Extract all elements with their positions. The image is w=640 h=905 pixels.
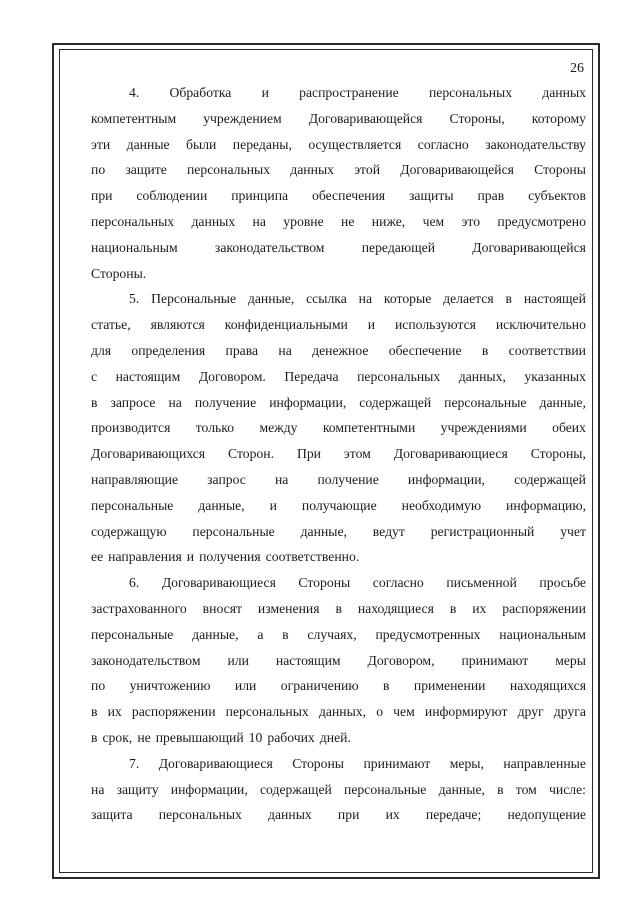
word: обеих <box>552 420 586 436</box>
word: Стороны <box>292 755 345 771</box>
word: защиту <box>116 781 159 797</box>
word: персональные <box>91 626 174 642</box>
word: застрахованного <box>91 600 187 616</box>
word: информацию, <box>506 497 586 513</box>
word: Договором, <box>367 652 435 668</box>
text-line <box>91 132 586 158</box>
word: учреждениями <box>440 420 527 436</box>
word: по <box>91 678 106 694</box>
text-line <box>91 648 586 674</box>
word: числе: <box>548 781 586 797</box>
word: защите <box>125 162 167 178</box>
word: учет <box>560 523 586 539</box>
word: этом <box>343 446 371 462</box>
word: при <box>91 188 113 204</box>
word: на <box>252 213 266 229</box>
word: статье, <box>91 317 131 333</box>
word: запросе <box>110 394 156 410</box>
word: или <box>227 652 249 668</box>
word: получающие <box>301 497 377 513</box>
paragraph-5 <box>91 286 586 570</box>
word: исключительно <box>495 317 586 333</box>
word: о <box>376 704 384 720</box>
word: соответственно. <box>265 549 360 565</box>
word: срок, <box>102 729 133 745</box>
word: Договаривающейся <box>400 162 514 178</box>
word: При <box>296 446 321 462</box>
word: данных <box>290 162 334 178</box>
word: получение <box>194 394 257 410</box>
word: распространение <box>299 85 399 100</box>
word: или <box>234 678 257 694</box>
text-line <box>91 519 586 545</box>
word: и <box>367 317 376 333</box>
word: ссылка <box>306 291 347 307</box>
word: направляющие <box>91 471 179 487</box>
word: данных <box>268 807 312 823</box>
word: для <box>91 342 112 358</box>
word: настоящим <box>275 652 341 668</box>
text-line <box>91 106 586 132</box>
word: 4. <box>129 85 140 100</box>
word: недопущение <box>507 807 586 823</box>
word: персональные <box>192 523 275 539</box>
word: принимают <box>461 652 529 668</box>
word: производится <box>91 420 171 436</box>
word: учреждением <box>203 110 282 126</box>
word: национальным <box>499 626 586 642</box>
word: в <box>91 704 98 720</box>
word: согласно <box>372 575 424 591</box>
word: 5. <box>129 291 140 307</box>
word: в <box>505 291 512 307</box>
word: Стороны, <box>530 446 586 462</box>
word: данные, <box>192 626 239 642</box>
word: и <box>186 549 195 565</box>
word: их <box>385 807 400 823</box>
word: настоящим <box>115 368 181 384</box>
word: защита <box>91 807 133 823</box>
word: и <box>269 497 277 513</box>
word: законодательству <box>485 136 586 152</box>
word: в <box>335 600 342 616</box>
word: данных <box>191 213 236 229</box>
word: компетентными <box>322 420 416 436</box>
word: данные, <box>539 394 586 410</box>
text-line <box>91 802 586 828</box>
word: соответствии <box>508 342 586 358</box>
text-line <box>91 415 586 441</box>
word: при <box>337 807 360 823</box>
word: между <box>259 420 298 436</box>
word: превышающий <box>155 729 244 745</box>
word: используются <box>394 317 476 333</box>
word: вносят <box>202 600 242 616</box>
word: предусмотренных <box>375 626 481 642</box>
word: получение <box>317 471 379 487</box>
word: Договаривающейся <box>308 110 423 126</box>
word: регистрационный <box>430 523 535 539</box>
text-line <box>91 493 586 519</box>
paragraph-6 <box>91 570 586 751</box>
word: данных, <box>318 704 367 720</box>
word: обеспечения <box>312 188 386 204</box>
text-line <box>91 725 586 751</box>
text-line <box>91 596 586 622</box>
word: ниже, <box>371 213 406 229</box>
word: персональные <box>444 394 527 410</box>
word: данные, <box>247 291 295 307</box>
word: Договаривающиеся <box>393 446 508 462</box>
word: не <box>137 729 151 745</box>
word: изменения <box>257 600 320 616</box>
word: персональных <box>186 162 271 178</box>
word: друга <box>553 704 586 720</box>
word: распоряжении <box>502 600 586 616</box>
word: принципа <box>231 188 289 204</box>
word: на <box>168 394 182 410</box>
text-line <box>91 286 586 312</box>
word: Персональные <box>151 291 237 307</box>
word: чем <box>422 213 445 229</box>
text-line <box>91 235 586 261</box>
word: не <box>341 213 355 229</box>
word: письменной <box>446 575 517 591</box>
word: осуществляется <box>308 136 402 152</box>
word: компетентным <box>91 110 177 126</box>
word: уровне <box>283 213 324 229</box>
word: в <box>282 626 289 642</box>
word: Передача <box>284 368 339 384</box>
text-line <box>91 157 586 183</box>
word: права <box>225 342 259 358</box>
word: и <box>261 85 269 100</box>
text-line <box>91 622 586 648</box>
text-line <box>91 544 586 570</box>
word: направления <box>108 549 182 565</box>
word: предусмотрено <box>497 213 586 229</box>
text-line <box>91 777 586 803</box>
word: их <box>472 600 487 616</box>
word: находящиеся <box>357 600 434 616</box>
word: применении <box>413 678 486 694</box>
word: передаче; <box>425 807 482 823</box>
word: персональные <box>344 781 427 797</box>
word: в <box>449 600 457 616</box>
word: ведут <box>372 523 405 539</box>
word: Стороны, <box>449 110 505 126</box>
word: конфиденциальными <box>224 317 348 333</box>
word: данные <box>126 136 170 152</box>
word: были <box>186 136 217 152</box>
word: дней. <box>319 729 351 745</box>
word: 7. <box>129 755 140 771</box>
word: данных <box>542 85 586 100</box>
word: по <box>91 162 106 178</box>
text-line <box>91 80 586 106</box>
word: в <box>91 394 98 410</box>
word: обеспечение <box>388 342 462 358</box>
word: их <box>107 704 122 720</box>
word: делается <box>443 291 494 307</box>
word: информации, <box>269 394 347 410</box>
word: направленные <box>503 755 586 771</box>
word: Сторон. <box>228 446 275 462</box>
word: рабочих <box>267 729 315 745</box>
word: в <box>497 781 504 797</box>
word: 10 <box>248 729 263 745</box>
word: определения <box>131 342 206 358</box>
word: передающей <box>361 239 436 255</box>
word: персональных <box>91 213 175 229</box>
word: субъектов <box>528 188 586 204</box>
word: это <box>461 213 481 229</box>
word: 6. <box>129 575 140 591</box>
word: персональные <box>91 497 174 513</box>
word: на <box>91 781 105 797</box>
word: данные, <box>300 523 347 539</box>
word: Договаривающихся <box>91 446 206 462</box>
word: Договаривающейся <box>472 239 586 255</box>
text-line <box>91 209 586 235</box>
word: Стороны. <box>91 265 147 281</box>
word: распоряжении <box>131 704 216 720</box>
word: согласно <box>417 136 469 152</box>
word: находящихся <box>509 678 586 694</box>
word: в <box>383 678 390 694</box>
word: с <box>91 368 98 384</box>
word: в <box>91 729 98 745</box>
word: прав <box>477 188 505 204</box>
word: содержащей <box>359 394 432 410</box>
text-line <box>91 673 586 699</box>
word: которому <box>531 110 586 126</box>
word: персональных <box>428 85 513 100</box>
word: меры, <box>449 755 484 771</box>
text-line <box>91 699 586 725</box>
text-line <box>91 261 586 287</box>
word: информации, <box>407 471 485 487</box>
word: принимают <box>363 755 431 771</box>
word: законодательством <box>91 652 201 668</box>
word: защиты <box>409 188 454 204</box>
word: денежное <box>312 342 369 358</box>
text-line <box>91 570 586 596</box>
word: получения <box>199 549 261 565</box>
text-line <box>91 467 586 493</box>
word: Стороны <box>534 162 586 178</box>
text-line <box>91 751 586 777</box>
word: информируют <box>424 704 508 720</box>
word: Стороны <box>298 575 351 591</box>
word: данных, <box>458 368 506 384</box>
word: случаях, <box>307 626 357 642</box>
word: на <box>278 342 292 358</box>
text-line <box>91 441 586 467</box>
text-line <box>91 364 586 390</box>
word: соблюдении <box>136 188 208 204</box>
word: запрос <box>207 471 246 487</box>
page-number: 26 <box>570 61 584 76</box>
word: только <box>195 420 235 436</box>
word: переданы, <box>232 136 292 152</box>
word: меры <box>555 652 586 668</box>
word: персональных <box>225 704 309 720</box>
text-line <box>91 390 586 416</box>
word: Договаривающиеся <box>161 575 276 591</box>
word: законодательством <box>214 239 325 255</box>
word: персональных <box>158 807 242 823</box>
word: ее <box>91 549 104 565</box>
word: содержащей <box>514 471 586 487</box>
word: эти <box>91 136 111 152</box>
word: содержащей <box>259 781 332 797</box>
word: Обработка <box>169 85 232 100</box>
word: том <box>515 781 537 797</box>
word: указанных <box>524 368 586 384</box>
word: содержащую <box>91 523 167 539</box>
word: на <box>358 291 373 307</box>
word: друг <box>517 704 544 720</box>
word: чем <box>393 704 415 720</box>
word: просьбе <box>539 575 586 591</box>
word: которые <box>383 291 432 307</box>
text-line <box>91 312 586 338</box>
word: данные, <box>198 497 245 513</box>
word: ограничению <box>280 678 359 694</box>
document-body <box>91 80 586 828</box>
text-line <box>91 338 586 364</box>
word: необходимую <box>401 497 482 513</box>
word: национальным <box>91 239 178 255</box>
word: уничтожению <box>129 678 211 694</box>
word: персональных <box>357 368 441 384</box>
word: этой <box>354 162 381 178</box>
word: Договаривающиеся <box>158 755 273 771</box>
word: на <box>274 471 289 487</box>
word: Договором. <box>198 368 266 384</box>
word: в <box>481 342 489 358</box>
word: данные, <box>438 781 485 797</box>
paragraph-7 <box>91 751 586 828</box>
word: информации, <box>170 781 248 797</box>
paragraph-4 <box>91 80 586 286</box>
word: а <box>257 626 264 642</box>
word: являются <box>150 317 205 333</box>
text-line <box>91 183 586 209</box>
word: настоящей <box>523 291 586 307</box>
